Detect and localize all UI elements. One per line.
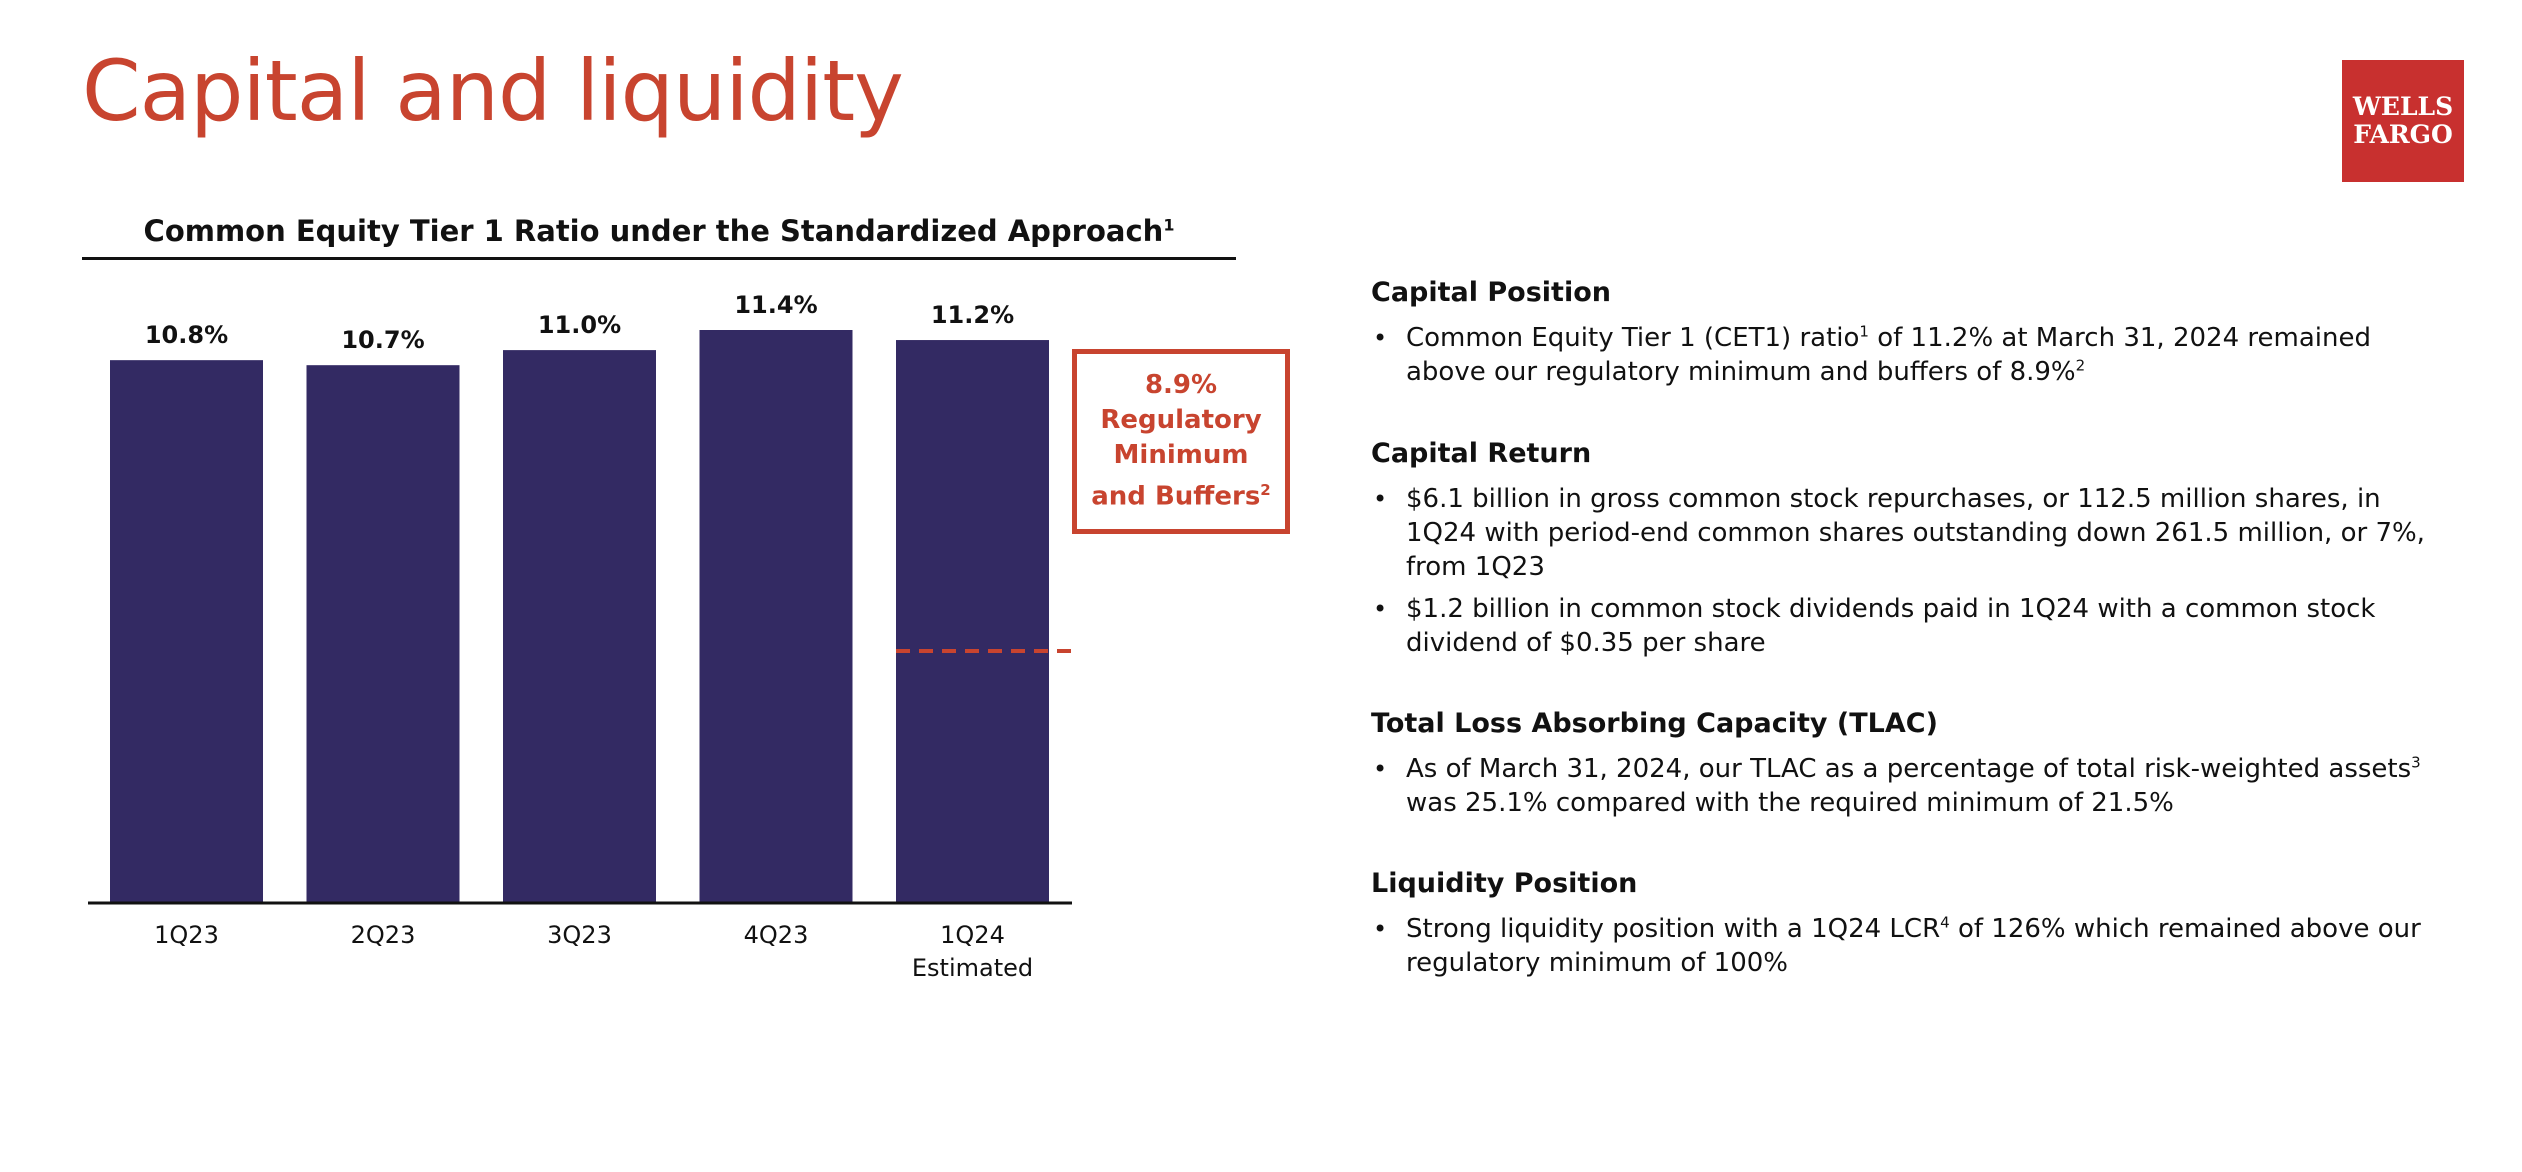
category-label-1Q23: 1Q23 [154,921,219,949]
bar-2Q23 [307,365,460,903]
section-heading: Capital Position [1371,277,1611,308]
data-label-2Q23: 10.7% [341,326,425,355]
bar-4Q23 [700,330,853,903]
bullet-text: was 25.1% compared with the required minimum of 21.5% [1406,788,2174,818]
category-label-2Q23: 2Q23 [350,921,416,949]
bullet-item [1371,752,2451,820]
bar-1Q23 [110,360,263,903]
footnote-marker: 1 [1859,322,1869,341]
bullet-text: $6.1 billion in gross common stock repurchases, or 112.5 million shares, in 1Q24 with period-end common shares outstanding down 261.5 million, or 7%, from 1Q23 [1406,484,2425,582]
bullet-list [1371,912,2451,980]
bullet-list [1371,752,2451,820]
category-label-4Q23: 4Q23 [743,921,809,949]
category-label-1Q24: 1Q24 [940,921,1005,949]
bullet-list [1371,482,2451,660]
section-2 [1371,436,2451,668]
data-label-1Q24: 11.2% [930,301,1015,330]
callout-line-4-text: and Buffers [1091,481,1261,512]
bullet-text: Common Equity Tier 1 (CET1) ratio [1406,323,1860,353]
chart-title-footnote: 1 [1163,215,1175,235]
bullet-text: of 126% which remained above our regulatory minimum of 100% [1406,914,2421,978]
section-3 [1371,706,2451,828]
bullet-text: As of March 31, 2024, our TLAC as a percentage of total risk-weighted assets [1406,754,2412,784]
bullet-text: of 11.2% at March 31, 2024 remained above our regulatory minimum and buffers of 8.9% [1406,323,2371,387]
callout-line-1: 8.9% [1144,370,1218,401]
footnote-marker: 4 [1940,913,1950,932]
logo-line-2: FARGO [2353,120,2453,149]
section-heading: Liquidity Position [1371,868,1638,899]
category-label-3Q23: 3Q23 [547,921,612,949]
bullet-text: $1.2 billion in common stock dividends paid in 1Q24 with a common stock dividend of $0.35 per share [1406,594,2376,658]
section-heading: Capital Return [1371,438,1592,469]
wells-fargo-logo [2342,60,2464,182]
data-label-4Q23: 11.4% [734,291,818,319]
logo-line-1: WELLS [2352,92,2454,121]
page-title: Capital and liquidity [82,42,903,140]
category-sublabel-1Q24: Estimated [911,954,1034,982]
section-4 [1371,866,2451,988]
bar-1Q24 [896,340,1049,903]
bullet-item [1371,482,2451,584]
bar-3Q23 [503,350,656,903]
callout-line-4 [1091,473,1270,515]
section-1 [1371,275,2451,397]
bullet-item [1371,912,2451,980]
callout-line-3: Minimum [1113,440,1249,471]
bullet-item [1371,321,2451,389]
footnote-marker: 2 [2075,356,2086,375]
section-heading: Total Loss Absorbing Capacity (TLAC) [1371,708,1938,739]
callout-footnote: 2 [1260,481,1271,500]
chart-title-text: Common Equity Tier 1 Ratio under the Standardized Approach [143,214,1164,248]
data-label-1Q23: 10.8% [144,321,229,350]
callout-line-2: Regulatory [1100,405,1262,436]
footnote-marker: 3 [2411,753,2421,772]
regulatory-minimum-callout [1072,349,1290,534]
bullet-text: Strong liquidity position with a 1Q24 LCR [1406,914,1941,944]
data-label-3Q23: 11.0% [537,311,622,340]
bullet-list [1371,321,2451,389]
bullet-item [1371,592,2451,660]
